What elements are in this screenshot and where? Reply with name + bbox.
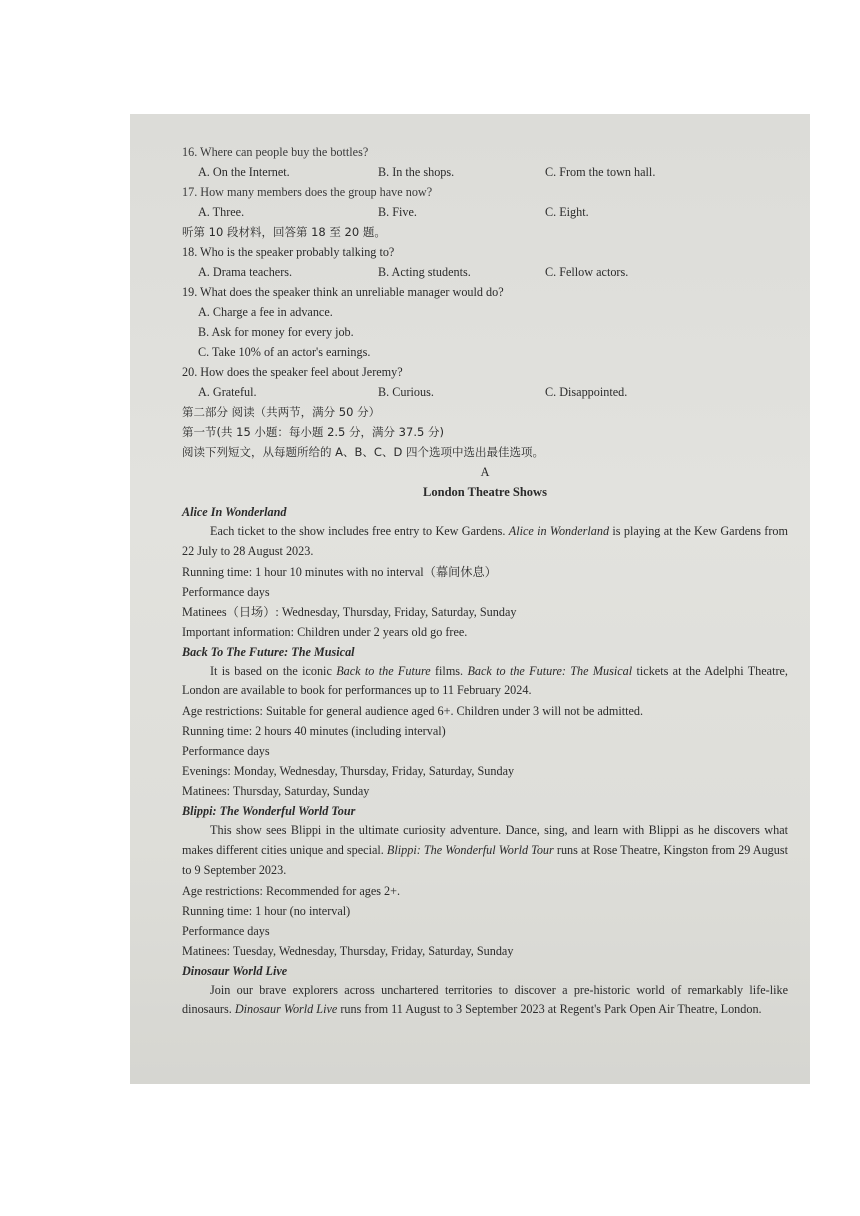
question-17-stem: 17. How many members does the group have now? — [182, 185, 433, 199]
alice-important-info: Important information: Children under 2 years old go free. — [182, 624, 468, 639]
blippi-matinees: Matinees: Tuesday, Wednesday, Thursday, Friday, Saturday, Sunday — [182, 943, 514, 958]
q18-option-a: A. Drama teachers. — [198, 265, 293, 279]
bttf-evenings: Evenings: Monday, Wednesday, Thursday, Friday, Saturday, Sunday — [182, 764, 515, 779]
alice-performance-days: Performance days — [182, 584, 270, 599]
desc-text: runs at Rose Theatre, Kingston from 29 August to 9 September 2023. — [182, 842, 788, 877]
desc-text: Each ticket to the show includes free entry to Kew Gardens. — [210, 524, 509, 538]
show-title-dino: Dinosaur World Live — [182, 963, 288, 978]
bttf-running-time: Running time: 2 hours 40 minutes (including interval) — [182, 724, 446, 739]
show-title-blippi: Blippi: The Wonderful World Tour — [182, 804, 356, 819]
q17-option-b: B. Five. — [378, 205, 417, 219]
desc-text: Join our brave explorers across unchartered territories to discover a pre-historic world of remarkably life-like dinosaurs. — [182, 982, 788, 1017]
q20-option-a: A. Grateful. — [198, 385, 257, 399]
q20-option-c: C. Disappointed. — [545, 385, 628, 399]
desc-text: It is based on the iconic — [210, 663, 337, 678]
blippi-performance-days: Performance days — [182, 923, 270, 938]
q17-option-c: C. Eight. — [545, 205, 589, 219]
desc-text: This show sees Blippi in the ultimate curiosity adventure. Dance, sing, and learn with Blippi as he discovers what makes different cities unique and special. — [182, 823, 788, 857]
alice-running-time: Running time: 1 hour 10 minutes with no interval（幕间休息） — [182, 564, 497, 579]
q18-option-c: C. Fellow actors. — [545, 265, 629, 279]
scanned-page — [130, 114, 810, 1084]
desc-italic: Blippi: The Wonderful World Tour — [386, 842, 554, 857]
desc-italic: Back to the Future — [336, 663, 431, 678]
question-20-options — [182, 382, 788, 402]
q19-option-a: A. Charge a fee in advance. — [198, 305, 333, 319]
q18-option-b: B. Acting students. — [378, 265, 471, 279]
question-19-stem: 19. What does the speaker think an unreliable manager would do? — [182, 285, 504, 299]
q16-option-c: C. From the town hall. — [545, 165, 656, 179]
alice-matinees: Matinees（日场）: Wednesday, Thursday, Friday, Saturday, Sunday — [182, 604, 517, 619]
desc-text: films. — [430, 663, 468, 678]
question-17-options — [182, 202, 788, 222]
show-title-bttf: Back To The Future: The Musical — [182, 644, 355, 659]
passage-title: London Theatre Shows — [423, 485, 547, 499]
q20-option-b: B. Curious. — [378, 385, 434, 399]
show-desc-blippi — [182, 821, 788, 880]
listening-instruction: 听第 10 段材料，回答第 18 至 20 题。 — [182, 225, 386, 239]
show-desc-alice — [182, 522, 788, 562]
page-content — [182, 142, 788, 1020]
section-one-heading: 第一节(共 15 小题：每小题 2.5 分，满分 37.5 分) — [182, 425, 444, 439]
desc-text: runs from 11 August to 3 September 2023 at Regent's Park Open Air Theatre, London. — [337, 1002, 762, 1017]
section-one-instruction: 阅读下列短文，从每题所给的 A、B、C、D 四个选项中选出最佳选项。 — [182, 445, 544, 459]
question-16-stem: 16. Where can people buy the bottles? — [182, 145, 369, 159]
blippi-age-restrictions: Age restrictions: Recommended for ages 2+. — [182, 883, 401, 898]
question-16-options — [182, 162, 788, 182]
desc-text: tickets at the Adelphi Theatre, London are available to book for performances up to 11 February 2024. — [182, 663, 788, 698]
question-18-stem: 18. Who is the speaker probably talking to? — [182, 245, 395, 259]
question-18-options — [182, 262, 788, 282]
show-desc-dino — [182, 981, 788, 1021]
q17-option-a: A. Three. — [198, 205, 245, 219]
desc-italic: Back to the Future: The Musical — [467, 663, 633, 678]
question-20-stem: 20. How does the speaker feel about Jeremy? — [182, 365, 403, 379]
show-title-alice: Alice In Wonderland — [182, 505, 287, 519]
bttf-matinees: Matinees: Thursday, Saturday, Sunday — [182, 784, 370, 799]
desc-italic: Alice in Wonderland — [508, 524, 610, 538]
bttf-performance-days: Performance days — [182, 744, 270, 759]
q19-option-c: C. Take 10% of an actor's earnings. — [198, 345, 371, 359]
passage-letter: A — [480, 465, 490, 479]
blippi-running-time: Running time: 1 hour (no interval) — [182, 903, 351, 918]
q19-option-b: B. Ask for money for every job. — [198, 325, 354, 339]
show-desc-bttf — [182, 662, 788, 702]
q16-option-b: B. In the shops. — [378, 165, 455, 179]
part-two-heading: 第二部分 阅读（共两节，满分 50 分） — [182, 405, 381, 419]
q16-option-a: A. On the Internet. — [198, 165, 290, 179]
bttf-age-restrictions: Age restrictions: Suitable for general audience aged 6+. Children under 3 will not be admitted. — [182, 704, 644, 719]
desc-text: is playing at the Kew Gardens from 22 July to 28 August 2023. — [182, 524, 788, 558]
desc-italic: Dinosaur World Live — [234, 1002, 338, 1017]
